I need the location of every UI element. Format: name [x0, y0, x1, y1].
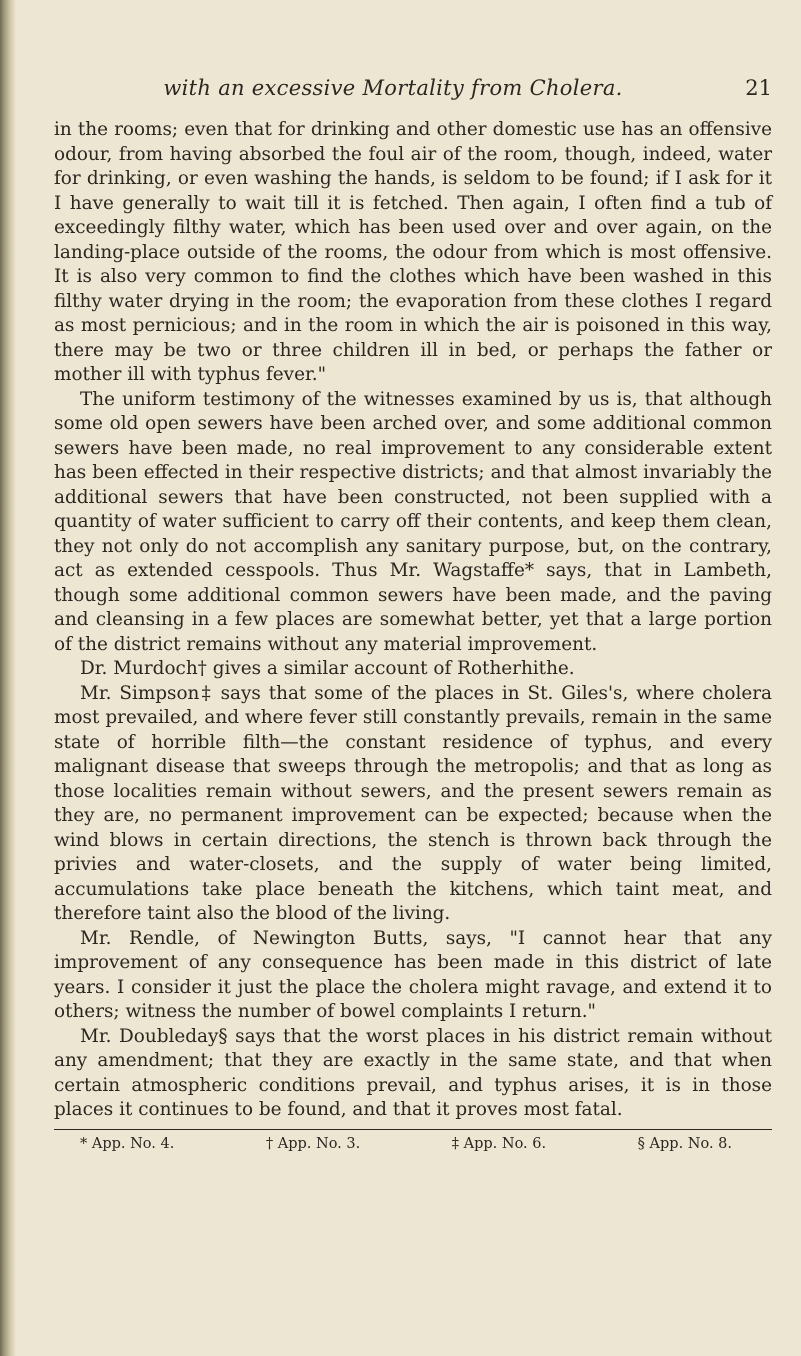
document-page — [54, 74, 772, 1152]
paragraph-2: The uniform testimony of the witnesses examined by us is, that although some old open sewers have been arched over, and some additional common sewers have been made, no real improvement to any considerable extent has been effected in their respective districts; and that almost invariably the additional sewers that have been constructed, not been supplied with a quantity of water sufficient to carry off their contents, and keep them clean, they not only do not accomplish any sanitary purpose, but, on the contrary, act as extended cesspools. Thus Mr. Wagstaffe* says, that in Lambeth, though some additional common sewers have been made, and the paving and cleansing in a few places are somewhat better, yet that a large portion of the district remains without any material improvement. — [54, 388, 772, 655]
page-number: 21 — [745, 76, 772, 100]
paragraph-5: Mr. Rendle, of Newington Butts, says, "I cannot hear that any improvement of any consequence has been made in this district of late years. I consider it just the place the cholera might ravage, and extend it to others; witness the number of bowel complaints I return." — [54, 927, 772, 1022]
footnote-2: † App. No. 3. — [265, 1135, 361, 1152]
page-binding-edge — [0, 0, 16, 1356]
footnote-3: ‡ App. No. 6. — [451, 1135, 547, 1152]
body-text — [54, 118, 772, 1123]
paragraph-1: in the rooms; even that for drinking and other domestic use has an offensive odour, from having absorbed the foul air of the room, though, indeed, water for drinking, or even washing the hands, is seldom to be found; if I ask for it I have generally to wait till it is fetched. Then again, I often find a tub of exceedingly filthy water, which has been used over and over again, on the landing-place outside of the rooms, the odour from which is most offensive. It is also very common to find the clothes which have been washed in this filthy water drying in the room; the evaporation from these clothes I regard as most pernicious; and in the room in which the air is poisoned in this way, there may be two or three children ill in bed, or perhaps the father or mother ill with typhus fever." — [54, 119, 772, 385]
running-title: with an excessive Mortality from Cholera. — [163, 76, 623, 100]
running-header — [54, 74, 772, 108]
footnote-4: § App. No. 8. — [637, 1135, 732, 1152]
paragraph-6: Mr. Doubleday§ says that the worst places in his district remain without any amendment; that they are exactly in the same state, and that when certain atmospheric conditions prevail, and typhus arises, it is in those places it continues to be found, and that it proves most fatal. — [54, 1025, 772, 1120]
paragraph-3: Dr. Murdoch† gives a similar account of Rotherhithe. — [80, 658, 575, 679]
paragraph-4: Mr. Simpson‡ says that some of the places in St. Giles's, where cholera most prevailed, and where fever still constantly prevails, remain in the same state of horrible filth—the constant residence of typhus, and every malignant disease that sweeps through the metropolis; and that as long as those localities remain without sewers, and the present sewers remain as they are, no permanent improvement can be expected; because when the wind blows in certain directions, the stench is thrown back through the privies and water-closets, and the supply of water being limited, accumulations take place beneath the kitchens, which taint meat, and therefore taint also the blood of the living. — [54, 682, 772, 924]
footnotes — [54, 1136, 772, 1152]
footnote-1: * App. No. 4. — [80, 1135, 175, 1152]
footnote-divider — [54, 1129, 772, 1130]
